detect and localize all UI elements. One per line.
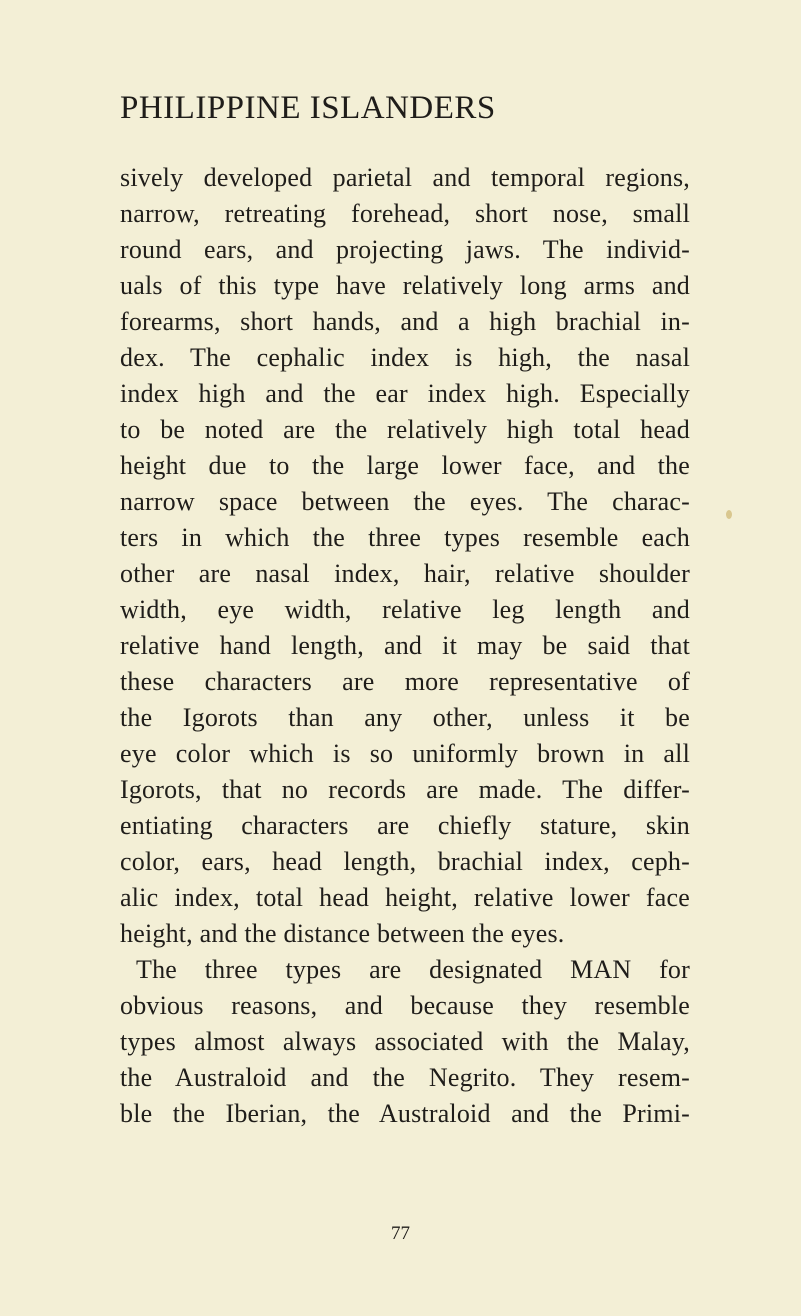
text-line: height due to the large lower face, and the	[120, 451, 690, 480]
text-line: the Australoid and the Negrito. They resem-	[120, 1063, 690, 1092]
text-line: round ears, and projecting jaws. The individ-	[120, 235, 690, 264]
paper-speck	[726, 510, 732, 519]
text-line: dex. The cephalic index is high, the nasal	[120, 343, 690, 372]
text-line: index high and the ear index high. Especially	[120, 379, 690, 408]
text-line: the Igorots than any other, unless it be	[120, 703, 690, 732]
page-number: 77	[391, 1223, 410, 1244]
text-line: ble the Iberian, the Australoid and the Primi-	[120, 1099, 690, 1128]
text-line: width, eye width, relative leg length and	[120, 595, 690, 624]
text-line: other are nasal index, hair, relative shoulder	[120, 559, 690, 588]
text-line: height, and the distance between the eyes.	[120, 919, 565, 948]
text-line: ters in which the three types resemble each	[120, 523, 690, 552]
running-head: PHILIPPINE ISLANDERS	[120, 90, 496, 126]
text-line: alic index, total head height, relative lower face	[120, 883, 690, 912]
text-line: Igorots, that no records are made. The differ-	[120, 775, 690, 804]
text-line: uals of this type have relatively long arms and	[120, 271, 690, 300]
text-line: color, ears, head length, brachial index, ceph-	[120, 847, 690, 876]
text-line: forearms, short hands, and a high brachial in-	[120, 307, 690, 336]
text-line: narrow space between the eyes. The charac-	[120, 487, 690, 516]
text-line: narrow, retreating forehead, short nose, small	[120, 199, 690, 228]
text-line: relative hand length, and it may be said that	[120, 631, 690, 660]
text-line: to be noted are the relatively high total head	[120, 415, 690, 444]
text-line: eye color which is so uniformly brown in all	[120, 739, 690, 768]
text-line: types almost always associated with the Malay,	[120, 1027, 690, 1056]
text-line: sively developed parietal and temporal regions,	[120, 163, 690, 192]
text-line: these characters are more representative of	[120, 667, 690, 696]
paragraph-start-line: The three types are designated MAN for	[136, 955, 690, 984]
text-line: entiating characters are chiefly stature, skin	[120, 811, 690, 840]
text-line: obvious reasons, and because they resemble	[120, 991, 690, 1020]
body-text	[120, 160, 690, 1132]
